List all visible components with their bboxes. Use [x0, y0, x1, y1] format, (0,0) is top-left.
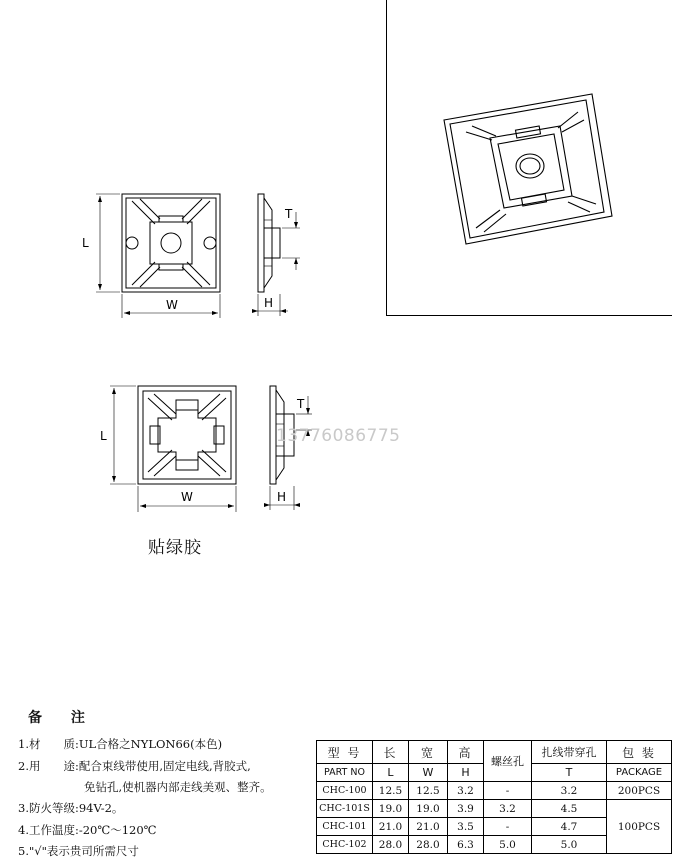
header-length-cn: 长 — [373, 741, 409, 764]
screw-hole-right — [204, 237, 216, 249]
screw-hole-left — [126, 237, 138, 249]
header-tie-slot-cn: 扎线带穿孔 — [532, 741, 607, 764]
header-part-no: PART NO — [317, 764, 373, 782]
header-T: T — [532, 764, 607, 782]
cell-screw: 5.0 — [484, 836, 532, 854]
header-screw-hole: 螺丝孔 — [484, 741, 532, 782]
top-view-type2 — [110, 386, 236, 512]
cell-L: 19.0 — [373, 800, 409, 818]
cell-L: 21.0 — [373, 818, 409, 836]
cell-T: 4.7 — [532, 818, 607, 836]
note-usage-cont: 免钻孔,使机器内部走线美观、整齐。 — [84, 780, 272, 794]
cell-T: 5.0 — [532, 836, 607, 854]
note-temperature: 4.工作温度:-20℃～120℃ — [18, 823, 157, 837]
cell-L: 28.0 — [373, 836, 409, 854]
note-material: 1.材 质:UL合格之NYLON66(本色) — [18, 737, 223, 751]
header-part-no-cn: 型 号 — [317, 741, 373, 764]
dim-label-L2: L — [100, 429, 107, 443]
cell-package: 200PCS — [607, 782, 672, 800]
caption-green-adhesive: 贴绿胶 — [148, 538, 202, 558]
header-width-cn: 宽 — [409, 741, 448, 764]
note-fire-rating: 3.防火等级:94V-2。 — [18, 801, 124, 815]
cell-part: CHC-101 — [317, 818, 373, 836]
side-view-type1 — [252, 194, 300, 316]
header-package-cn: 包 装 — [607, 741, 672, 764]
cell-screw: - — [484, 818, 532, 836]
header-H: H — [448, 764, 484, 782]
cell-W: 21.0 — [409, 818, 448, 836]
cell-H: 3.2 — [448, 782, 484, 800]
isometric-view — [444, 94, 612, 244]
dim-label-W: W — [166, 298, 178, 312]
cell-H: 6.3 — [448, 836, 484, 854]
note-check-mark: 5."√"表示贵司所需尺寸 — [18, 844, 139, 858]
cell-W: 12.5 — [409, 782, 448, 800]
table-row — [317, 800, 672, 818]
cell-W: 19.0 — [409, 800, 448, 818]
dim-label-T2: T — [297, 397, 305, 411]
dim-label-L: L — [82, 236, 89, 250]
note-usage: 2.用 途:配合束线带使用,固定电线,背胶式, — [18, 759, 251, 773]
cell-screw: - — [484, 782, 532, 800]
cell-screw: 3.2 — [484, 800, 532, 818]
dim-label-H: H — [264, 296, 274, 310]
header-height-cn: 高 — [448, 741, 484, 764]
cell-part: CHC-100 — [317, 782, 373, 800]
dim-label-H2: H — [277, 490, 287, 504]
table-row — [317, 782, 672, 800]
header-W: W — [409, 764, 448, 782]
cell-H: 3.9 — [448, 800, 484, 818]
top-view-type1 — [96, 194, 220, 318]
cell-package: 100PCS — [607, 800, 672, 854]
cell-W: 28.0 — [409, 836, 448, 854]
cell-L: 12.5 — [373, 782, 409, 800]
header-L: L — [373, 764, 409, 782]
cell-T: 4.5 — [532, 800, 607, 818]
header-package: PACKAGE — [607, 764, 672, 782]
cell-part: CHC-102 — [317, 836, 373, 854]
spec-table — [316, 740, 672, 854]
notes-title: 备 注 — [28, 710, 97, 726]
cell-part: CHC-101S — [317, 800, 373, 818]
cell-H: 3.5 — [448, 818, 484, 836]
cell-T: 3.2 — [532, 782, 607, 800]
side-view-type2 — [264, 386, 312, 510]
watermark: 13776086775 — [276, 426, 401, 446]
dim-label-W2: W — [181, 490, 193, 504]
dim-label-T: T — [285, 207, 293, 221]
